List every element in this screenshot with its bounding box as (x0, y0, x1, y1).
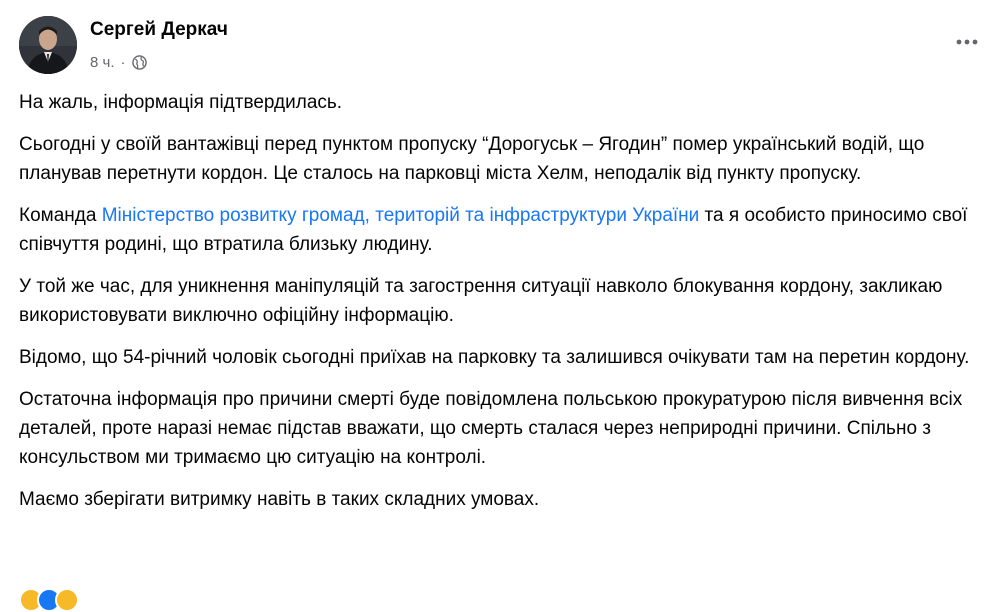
paragraph: У той же час, для уникнення маніпуляцій та загострення ситуації навколо блокування кордону, закликаю використовувати виключно офіційну інформацію. (19, 276, 943, 326)
paragraph: На жаль, інформація підтвердилась. (19, 92, 343, 113)
post-text (19, 88, 979, 527)
post-meta (90, 51, 147, 73)
meta-separator: · (120, 53, 126, 71)
ministry-mention-link[interactable]: Міністерство розвитку громад, територій та інфраструктури України (101, 205, 700, 226)
reactions-summary[interactable] (19, 588, 73, 608)
sad-reaction-icon (55, 588, 79, 612)
paragraph: Остаточна інформація про причини смерті буде повідомлена польською прокуратурою після вивчення всіх деталей, проте наразі немає підстав вважати, що смерть сталася через неприродні причини. Спільно з консульством ми тримаємо цю ситуацію на контролі. (19, 389, 963, 468)
paragraph (19, 201, 979, 259)
more-dots-icon (955, 39, 979, 45)
avatar[interactable] (19, 16, 77, 74)
paragraph: Сьогодні у своїй вантажівці перед пунктом пропуску “Дорогуськ – Ягодин” помер український водій, що планував перетнути кордон. Це сталось на парковці міста Хелм, неподалік від пункту пропуску. (19, 134, 925, 184)
paragraph-text: та я особисто приносимо свої співчуття родині, що втратила близьку людину. (19, 205, 968, 255)
more-options-button[interactable] (949, 30, 985, 54)
paragraph-text: Команда (19, 205, 102, 226)
globe-icon[interactable] (132, 55, 147, 70)
author-name[interactable]: Сергей Деркач (90, 19, 228, 40)
post-time[interactable]: 8 ч. (90, 53, 115, 71)
post-header (19, 16, 987, 78)
avatar-photo (19, 16, 77, 74)
paragraph: Відомо, що 54-річний чоловік сьогодні приїхав на парковку та залишився очікувати там на перетин кордону. (19, 347, 970, 368)
paragraph: Маємо зберігати витримку навіть в таких складних умовах. (19, 489, 540, 510)
